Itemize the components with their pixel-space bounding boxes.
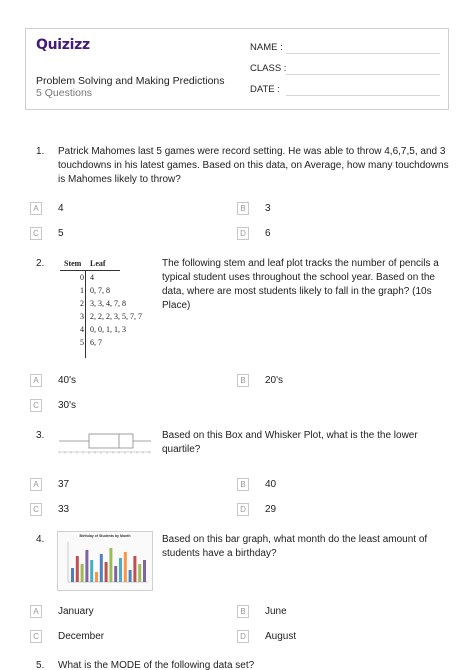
bar — [143, 560, 146, 582]
question-text-line: Patrick Mahomes last 5 games were record setting. He was able to throw 4,6,7,5, and 3 — [58, 146, 446, 157]
question-number: 5. — [36, 660, 45, 670]
option-letter-b[interactable]: B — [237, 202, 249, 215]
bar — [109, 548, 112, 582]
stem-value: 4 — [80, 325, 84, 334]
bar — [114, 566, 117, 582]
question-text-line: Based on this Box and Whisker Plot, what is the the lower — [162, 430, 418, 441]
option-letter-b[interactable]: B — [237, 478, 249, 491]
option-letter-c[interactable]: C — [30, 630, 42, 643]
option-letter-d[interactable]: D — [237, 503, 249, 516]
worksheet-title: Problem Solving and Making Predictions — [36, 75, 225, 87]
option-letter-d[interactable]: D — [237, 630, 249, 643]
bar — [119, 558, 122, 582]
option-d-text[interactable]: 6 — [265, 228, 271, 239]
question-number: 4. — [36, 534, 45, 545]
question-text-line: data, where are most students likely to fall in the graph? (10s — [162, 286, 432, 297]
question-text-line: typical student uses throughout the school year. Based on the — [162, 272, 435, 283]
option-letter-d[interactable]: D — [237, 227, 249, 240]
stem-leaf-plot — [60, 259, 155, 359]
question-2-text — [162, 257, 458, 313]
option-a-text[interactable]: January — [58, 606, 94, 617]
stem-value: 0 — [80, 273, 84, 282]
bar — [81, 564, 84, 582]
option-b-text[interactable]: June — [265, 606, 287, 617]
stem-leaf-row — [60, 299, 155, 312]
leaf-header: Leaf — [90, 259, 106, 268]
option-c-text[interactable]: December — [58, 631, 105, 642]
question-3-text — [162, 429, 458, 457]
option-c-text[interactable]: 33 — [58, 504, 70, 515]
stem-leaf-divider — [60, 270, 120, 271]
bar — [129, 570, 132, 582]
option-letter-c[interactable]: C — [30, 227, 42, 240]
bar — [90, 560, 93, 582]
bar-chart-title: Birthday of Students by Month — [79, 534, 131, 538]
bar — [95, 572, 98, 582]
question-text-line: What is the MODE of the following data set? — [58, 660, 255, 670]
bar-chart-thumbnail — [57, 531, 153, 591]
leaf-values: 0, 7, 8 — [90, 286, 110, 295]
option-letter-a[interactable]: A — [30, 374, 42, 387]
name-label: NAME : — [250, 42, 283, 53]
option-b-text[interactable]: 40 — [265, 479, 277, 490]
bar — [133, 556, 136, 582]
box-whisker-plot — [57, 428, 153, 458]
stem-header: Stem — [64, 259, 82, 268]
bar — [85, 550, 88, 582]
option-letter-a[interactable]: A — [30, 202, 42, 215]
option-a-text[interactable]: 4 — [58, 203, 64, 214]
stem-leaf-row — [60, 312, 155, 325]
option-a-text[interactable]: 37 — [58, 479, 70, 490]
worksheet-subtitle: 5 Questions — [36, 87, 93, 99]
option-c-text[interactable]: 30's — [58, 400, 77, 411]
question-text-line: is Mahomes likely to throw? — [58, 174, 181, 185]
question-text-line: touchdowns in his latest games. Based on this data, on Average, how many touchdowns — [58, 160, 449, 171]
class-label: CLASS : — [250, 63, 287, 74]
leaf-values: 4 — [90, 273, 94, 282]
question-number: 3. — [36, 430, 45, 441]
bar — [100, 554, 103, 582]
leaf-values: 3, 3, 4, 7, 8 — [90, 299, 126, 308]
leaf-values: 6, 7 — [90, 338, 102, 347]
option-b-text[interactable]: 3 — [265, 203, 271, 214]
option-c-text[interactable]: 5 — [58, 228, 64, 239]
stem-value: 5 — [80, 338, 84, 347]
question-number: 2. — [36, 258, 45, 269]
bar — [76, 556, 79, 582]
quizizz-logo: Quizizz — [36, 37, 90, 53]
bar — [138, 564, 141, 582]
option-letter-c[interactable]: C — [30, 399, 42, 412]
question-1-text — [58, 145, 458, 187]
bar — [71, 568, 74, 582]
option-letter-a[interactable]: A — [30, 478, 42, 491]
question-text-line: The following stem and leaf plot tracks the number of pencils a — [162, 258, 439, 269]
option-letter-b[interactable]: B — [237, 374, 249, 387]
bar — [105, 562, 108, 582]
leaf-values: 0, 0, 1, 1, 3 — [90, 325, 126, 334]
bar — [124, 552, 127, 582]
option-letter-c[interactable]: C — [30, 503, 42, 516]
option-d-text[interactable]: August — [265, 631, 297, 642]
stem-leaf-row — [60, 325, 155, 338]
date-field[interactable] — [286, 95, 440, 96]
stem-leaf-row — [60, 286, 155, 299]
question-4-text — [162, 533, 458, 561]
question-text-line: quartile? — [162, 444, 201, 455]
stem-value: 2 — [80, 299, 84, 308]
question-text-line: students have a birthday? — [162, 548, 277, 559]
bar-chart-plot — [58, 532, 152, 590]
question-text-line: Place) — [162, 300, 191, 311]
stem-value: 1 — [80, 286, 84, 295]
option-letter-b[interactable]: B — [237, 605, 249, 618]
name-field[interactable] — [286, 53, 440, 54]
leaf-values: 2, 2, 2, 3, 5, 7, 7 — [90, 312, 142, 321]
class-field[interactable] — [286, 74, 440, 75]
stem-value: 3 — [80, 312, 84, 321]
question-text-line: Based on this bar graph, what month do the least amount of — [162, 534, 428, 545]
date-label: DATE : — [250, 84, 280, 95]
option-d-text[interactable]: 29 — [265, 504, 277, 515]
question-5-text — [58, 659, 458, 670]
option-letter-a[interactable]: A — [30, 605, 42, 618]
question-number: 1. — [36, 146, 45, 157]
stem-leaf-row — [60, 273, 155, 286]
option-b-text[interactable]: 20's — [265, 375, 284, 386]
option-a-text[interactable]: 40's — [58, 375, 77, 386]
worksheet-header — [25, 28, 449, 110]
stem-leaf-row — [60, 338, 155, 351]
